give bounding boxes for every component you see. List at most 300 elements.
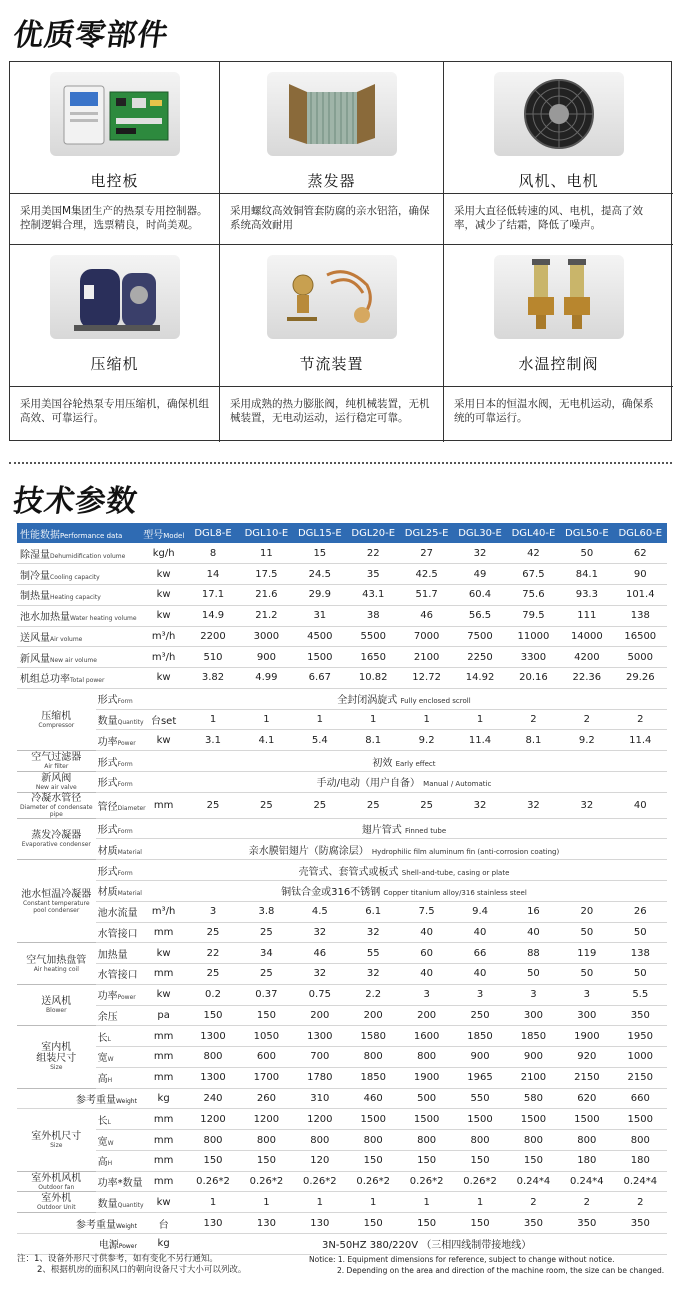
spec-cell	[141, 668, 186, 689]
part-cell	[220, 245, 444, 386]
cell-value: 50	[560, 543, 613, 564]
cell-value: 1500	[453, 1109, 506, 1130]
cell-value: 3000	[240, 626, 293, 647]
spec-table	[17, 523, 667, 1255]
cell-value: 620	[560, 1088, 613, 1109]
cell-value: 66	[453, 943, 506, 964]
cell-value: 29.9	[293, 585, 346, 606]
note-cn-2: 2、根据机房的面积风口的朝向设备尺寸大小可以列改。	[37, 1265, 247, 1275]
cell-value: 900	[507, 1047, 560, 1068]
compressor-icon	[50, 255, 180, 339]
row-label-en: Power	[118, 1243, 137, 1251]
part-cell	[10, 245, 220, 386]
cell-value: 1500	[507, 1109, 560, 1130]
row-unit: 台	[158, 1219, 169, 1231]
group-label-en: Blower	[46, 1007, 67, 1015]
cell-value: 660	[614, 1088, 667, 1109]
cell-value: 800	[560, 1130, 613, 1151]
spec-cell	[141, 1192, 186, 1213]
group-label-en: Air heating coil	[33, 965, 79, 973]
spec-cell	[96, 880, 141, 901]
cell-value: 22	[347, 543, 400, 564]
spec-cell	[17, 585, 141, 606]
spec-row	[17, 605, 667, 626]
cell-value: 1300	[293, 1026, 346, 1047]
cell-value: 150	[347, 1150, 400, 1171]
section-title-spec: 技术参数	[11, 484, 140, 519]
sub-label-en: Material	[117, 890, 142, 898]
sub-label: 数量	[97, 1198, 118, 1210]
cell-value: 1500	[400, 1109, 453, 1130]
spec-cell	[17, 1088, 141, 1109]
cell-value: 27	[400, 543, 453, 564]
cell-value: 49	[453, 564, 506, 585]
spec-cell	[17, 668, 141, 689]
cell-value: 350	[614, 1213, 667, 1234]
spec-row	[17, 1234, 667, 1255]
part-desc: 采用成熟的热力膨胀阀，纯机械装置，无机械装置，无电动运动，运行稳定可靠。	[230, 398, 430, 424]
spec-cell	[141, 1130, 186, 1151]
cell-value: 5500	[347, 626, 400, 647]
cell-value: 250	[453, 1005, 506, 1026]
cell-value: 350	[560, 1213, 613, 1234]
sub-label: 宽	[97, 1136, 108, 1148]
row-unit: kg	[157, 1238, 170, 1250]
cell-value: 150	[453, 1150, 506, 1171]
cell-value: 0.26*2	[400, 1171, 453, 1192]
cell-value: 1900	[560, 1026, 613, 1047]
cell-value: 5.4	[293, 730, 346, 751]
sub-label: 功率*数量	[97, 1178, 143, 1190]
row-label: 电源	[98, 1240, 119, 1252]
spec-cell	[17, 792, 96, 818]
span-value-en: Early effect	[395, 759, 436, 768]
row-label-en: Total power	[70, 677, 105, 685]
cell-value: 15	[293, 543, 346, 564]
cell-value: 11.4	[614, 730, 667, 751]
cell-value: 88	[507, 943, 560, 964]
cell-value: 6.1	[347, 901, 400, 922]
cell-value: 9.2	[560, 730, 613, 751]
group-label-en: pool condenser	[33, 906, 80, 914]
spec-cell	[141, 688, 667, 709]
row-label-en: Water heating volume	[70, 615, 137, 623]
cell-value: 1200	[240, 1109, 293, 1130]
group-label: 空气过滤器	[31, 752, 82, 764]
cell-value: 79.5	[507, 605, 560, 626]
row-unit: mm	[153, 1113, 174, 1125]
spec-row	[17, 730, 667, 751]
sub-label: 形式	[97, 757, 118, 769]
row-unit: kw	[156, 568, 171, 580]
row-label: 制热量	[20, 591, 50, 603]
cell-value: 21.6	[240, 585, 293, 606]
cell-value: 150	[240, 1150, 293, 1171]
evaporator-icon	[267, 72, 397, 156]
cell-value: 260	[240, 1088, 293, 1109]
cell-value: 0.24*4	[614, 1171, 667, 1192]
spec-row	[17, 1005, 667, 1026]
cell-value: 1500	[560, 1109, 613, 1130]
cell-value: 1965	[453, 1067, 506, 1088]
spec-cell	[96, 688, 141, 709]
model-label: 型号	[143, 529, 164, 541]
cell-value: 0.26*2	[240, 1171, 293, 1192]
group-label: 送风机	[41, 996, 72, 1008]
group-label: 冷凝水管径	[31, 792, 82, 804]
sub-label-en: Power	[117, 994, 136, 1002]
span-value: 手动/电动（用户自备）	[316, 778, 420, 790]
cell-value: 3300	[507, 647, 560, 668]
cell-value: 16500	[614, 626, 667, 647]
cell-value: 0.26*2	[453, 1171, 506, 1192]
sub-label-en: L	[107, 1118, 111, 1126]
group-label-en: Compressor	[38, 721, 75, 729]
section-title-parts: 优质零部件	[11, 18, 171, 53]
cell-value: 4.1	[240, 730, 293, 751]
cell-value: 1	[453, 709, 506, 730]
cell-value: 25	[186, 922, 239, 943]
parts-grid	[9, 61, 672, 441]
group-label: 蒸发冷凝器	[31, 829, 82, 841]
spec-row	[17, 880, 667, 901]
spec-row	[17, 1213, 667, 1234]
spec-cell	[141, 585, 186, 606]
spec-cell	[141, 901, 186, 922]
spec-cell	[17, 1026, 96, 1088]
cell-value: 2	[614, 1192, 667, 1213]
spec-cell	[17, 1234, 141, 1255]
spec-cell	[96, 1067, 141, 1088]
span-value: 初效	[372, 757, 393, 769]
cell-value: 3	[400, 984, 453, 1005]
cell-value: 32	[507, 792, 560, 818]
span-value: 亲水膜铝翅片（防腐涂层）	[248, 845, 369, 857]
cell-value: 2200	[186, 626, 239, 647]
cell-value: 6.67	[293, 668, 346, 689]
cell-value: 62	[614, 543, 667, 564]
cell-value: 1	[400, 709, 453, 730]
cell-value: 1	[347, 1192, 400, 1213]
perf-label-en: Performance data	[60, 531, 123, 540]
spec-cell	[17, 818, 96, 860]
cell-value: 93.3	[560, 585, 613, 606]
row-unit: kw	[156, 672, 171, 684]
cell-value: 180	[614, 1150, 667, 1171]
span-value: 铜钛合金或316不锈钢	[281, 887, 381, 899]
cell-value: 0.2	[186, 984, 239, 1005]
group-label: 新风阀	[41, 772, 72, 784]
cell-value: 55	[347, 943, 400, 964]
sub-label-en: Quantity	[117, 1201, 144, 1209]
spec-row	[17, 626, 667, 647]
cell-value: 1	[293, 1192, 346, 1213]
spec-cell	[141, 964, 186, 985]
cell-value: 150	[186, 1005, 239, 1026]
spec-cell	[17, 564, 141, 585]
cell-value: 40	[400, 922, 453, 943]
cell-value: 800	[186, 1047, 239, 1068]
sub-label: 形式	[97, 778, 118, 790]
cell-value: 22.36	[560, 668, 613, 689]
cell-value: 40	[614, 792, 667, 818]
cell-value: 1	[240, 709, 293, 730]
cell-value: 350	[614, 1005, 667, 1026]
sub-label: 管径	[97, 801, 118, 813]
part-name: 风机、电机	[518, 172, 599, 190]
spec-cell	[17, 1171, 96, 1192]
row-label: 制冷量	[20, 570, 50, 582]
model-name: DGL50-E	[560, 523, 613, 543]
cell-value: 14.9	[186, 605, 239, 626]
spec-cell	[17, 543, 141, 564]
cell-value: 25	[186, 792, 239, 818]
group-label: 室外机尺寸	[31, 1131, 82, 1143]
spec-cell	[141, 1109, 186, 1130]
row-unit: kw	[156, 1196, 171, 1208]
cell-value: 1900	[400, 1067, 453, 1088]
group-label-en: Outdoor Unit	[36, 1204, 76, 1212]
spec-cell	[141, 818, 667, 839]
part-desc: 采用美国谷轮热泵专用压缩机，确保机组高效、可靠运行。	[20, 398, 209, 424]
part-desc-cell	[220, 193, 444, 245]
row-label-en: Dehumidification volume	[50, 552, 126, 560]
sub-label-en: Form	[117, 828, 133, 836]
span-value: 翅片管式	[361, 825, 402, 837]
spec-cell	[96, 839, 141, 860]
row-unit: m³/h	[151, 651, 176, 663]
note-cn-1: 注：1、设备外形尺寸供参考，如有变化不另行通知。	[17, 1254, 218, 1264]
cell-value: 1700	[240, 1067, 293, 1088]
cell-value: 51.7	[400, 585, 453, 606]
spec-row	[17, 751, 667, 772]
sub-label-en: Form	[117, 760, 133, 768]
model-name: DGL30-E	[453, 523, 506, 543]
spec-cell	[96, 771, 141, 792]
cell-value: 32	[347, 964, 400, 985]
row-unit: kg/h	[152, 547, 175, 559]
cell-value: 1850	[347, 1067, 400, 1088]
sub-label: 宽	[97, 1053, 108, 1065]
note-en-1: Notice: 1. Equipment dimensions for reference, subject to change without notice.	[309, 1255, 615, 1264]
cell-value: 200	[293, 1005, 346, 1026]
cell-value: 200	[400, 1005, 453, 1026]
cell-value: 101.4	[614, 585, 667, 606]
spec-cell	[96, 922, 141, 943]
part-desc: 采用美国M集团生产的热泵专用控制器。控制逻辑合理，选票精良，时尚美观。	[20, 205, 208, 231]
part-name: 蒸发器	[307, 172, 356, 190]
cell-value: 150	[186, 1150, 239, 1171]
spec-cell	[96, 1130, 141, 1151]
spec-cell	[141, 1171, 186, 1192]
cell-value: 40	[400, 964, 453, 985]
spec-row	[17, 818, 667, 839]
cell-value: 150	[347, 1213, 400, 1234]
sub-label: 余压	[97, 1011, 118, 1023]
spec-cell	[17, 688, 96, 750]
spec-cell	[96, 1047, 141, 1068]
spec-cell	[141, 792, 186, 818]
perf-label: 性能数据	[20, 529, 60, 541]
model-name: DGL8-E	[186, 523, 239, 543]
row-label: 除湿量	[20, 549, 50, 561]
spec-row	[17, 964, 667, 985]
spec-cell	[141, 709, 186, 730]
model-label-en: Model	[163, 531, 185, 540]
cell-value: 20	[560, 901, 613, 922]
row-label: 新风量	[20, 653, 50, 665]
cell-value: 1	[293, 709, 346, 730]
spec-cell	[96, 901, 141, 922]
row-label: 送风量	[20, 632, 50, 644]
part-desc: 采用大直径低转速的风、电机，提高了效率，减少了结霜，降低了噪声。	[454, 205, 643, 231]
cell-value: 31	[293, 605, 346, 626]
spec-cell	[141, 1067, 186, 1088]
spec-cell	[141, 880, 667, 901]
row-unit: mm	[153, 1155, 174, 1167]
cell-value: 4.5	[293, 901, 346, 922]
cell-value: 25	[186, 964, 239, 985]
spec-cell	[96, 943, 141, 964]
cell-value: 200	[347, 1005, 400, 1026]
cell-value: 4500	[293, 626, 346, 647]
cell-value: 21.2	[240, 605, 293, 626]
sub-label: 水管接口	[97, 970, 138, 982]
cell-value: 3	[507, 984, 560, 1005]
row-unit: kw	[156, 610, 171, 622]
row-label: 参考重量	[76, 1095, 117, 1107]
cell-value: 40	[453, 964, 506, 985]
cell-value: 3.82	[186, 668, 239, 689]
part-desc-cell	[10, 386, 220, 442]
cell-value: 800	[240, 1130, 293, 1151]
cell-value: 50	[507, 964, 560, 985]
cell-value: 24.5	[293, 564, 346, 585]
spec-cell	[17, 605, 141, 626]
spec-cell	[96, 709, 144, 730]
cell-value: 700	[293, 1047, 346, 1068]
cell-value: 8.1	[507, 730, 560, 751]
spec-cell	[141, 730, 186, 751]
cell-value: 1	[186, 1192, 239, 1213]
cell-value: 3.1	[186, 730, 239, 751]
spec-row	[17, 984, 667, 1005]
cell-value: 1500	[347, 1109, 400, 1130]
part-name: 水温控制阀	[518, 355, 599, 373]
spec-row	[17, 860, 667, 881]
spec-cell	[96, 1109, 141, 1130]
model-name: DGL15-E	[293, 523, 346, 543]
group-label: 组装尺寸	[36, 1053, 77, 1065]
cell-value: 0.24*4	[560, 1171, 613, 1192]
cell-value: 1500	[293, 647, 346, 668]
spec-cell	[17, 771, 96, 792]
cell-value: 4.99	[240, 668, 293, 689]
group-label: 池水恒温冷凝器	[21, 888, 92, 900]
cell-value: 300	[507, 1005, 560, 1026]
cell-value: 600	[240, 1047, 293, 1068]
sub-label: 材质	[97, 845, 118, 857]
cell-value: 56.5	[453, 605, 506, 626]
sub-label: 材质	[97, 887, 118, 899]
cell-value: 50	[614, 922, 667, 943]
part-desc: 采用螺纹高效铜管套防腐的亲水铝箔，确保系统高效耐用	[230, 205, 430, 231]
cell-value: 7500	[453, 626, 506, 647]
cell-value: 550	[453, 1088, 506, 1109]
spec-row	[17, 585, 667, 606]
sub-label: 形式	[97, 866, 118, 878]
cell-value: 3	[560, 984, 613, 1005]
span-value: 壳管式、套管式或板式	[298, 866, 399, 878]
part-desc-cell	[444, 193, 673, 245]
cell-value: 40	[507, 922, 560, 943]
water-valve-icon	[494, 255, 624, 339]
group-label-en: Size	[50, 1064, 63, 1072]
cell-value: 150	[507, 1150, 560, 1171]
cell-value: 60.4	[453, 585, 506, 606]
row-label-en: Weight	[116, 1098, 137, 1106]
cell-value: 7.5	[400, 901, 453, 922]
cell-value: 150	[400, 1213, 453, 1234]
spec-cell	[96, 984, 141, 1005]
cell-value: 5.5	[614, 984, 667, 1005]
cell-value: 1500	[614, 1109, 667, 1130]
cell-value: 10.82	[347, 668, 400, 689]
span-value-en: Hydrophilic film aluminum fin (anti-corrosion coating)	[371, 847, 560, 856]
cell-value: 67.5	[507, 564, 560, 585]
cell-value: 800	[347, 1047, 400, 1068]
spec-cell	[96, 1192, 144, 1213]
spec-cell	[141, 1047, 186, 1068]
model-name: DGL60-E	[614, 523, 667, 543]
spec-cell	[141, 1234, 186, 1255]
spec-row	[17, 1130, 667, 1151]
part-desc: 采用日本的恒温水阀，无电机运动，确保系统的可靠运行。	[454, 398, 654, 424]
spec-cell	[96, 860, 141, 881]
cell-value: 800	[347, 1130, 400, 1151]
cell-value: 2100	[507, 1067, 560, 1088]
model-name: DGL20-E	[347, 523, 400, 543]
cell-value: 11	[240, 543, 293, 564]
cell-value: 800	[507, 1130, 560, 1151]
cell-value: 1780	[293, 1067, 346, 1088]
cell-value: 14000	[560, 626, 613, 647]
row-unit: mm	[153, 1176, 174, 1188]
sub-label: 数量	[97, 716, 118, 727]
cell-value: 119	[560, 943, 613, 964]
cell-value: 130	[186, 1213, 239, 1234]
cell-value: 14.92	[453, 668, 506, 689]
cell-value: 150	[400, 1150, 453, 1171]
cell-value: 40	[453, 922, 506, 943]
spec-cell	[141, 751, 667, 772]
section-divider	[9, 462, 672, 464]
sub-label-en: Form	[117, 698, 133, 706]
row-label: 参考重量	[76, 1219, 117, 1231]
cell-value: 240	[186, 1088, 239, 1109]
sub-label-en: H	[107, 1077, 113, 1085]
cell-value: 1650	[347, 647, 400, 668]
cell-value: 800	[186, 1130, 239, 1151]
spec-cell	[17, 984, 96, 1026]
part-name: 节流装置	[299, 355, 364, 373]
cell-value: 350	[507, 1213, 560, 1234]
cell-value: 50	[560, 964, 613, 985]
cell-value: 25	[240, 922, 293, 943]
group-label: 压缩机	[41, 710, 72, 722]
spec-cell	[96, 751, 141, 772]
cell-value: 46	[400, 605, 453, 626]
